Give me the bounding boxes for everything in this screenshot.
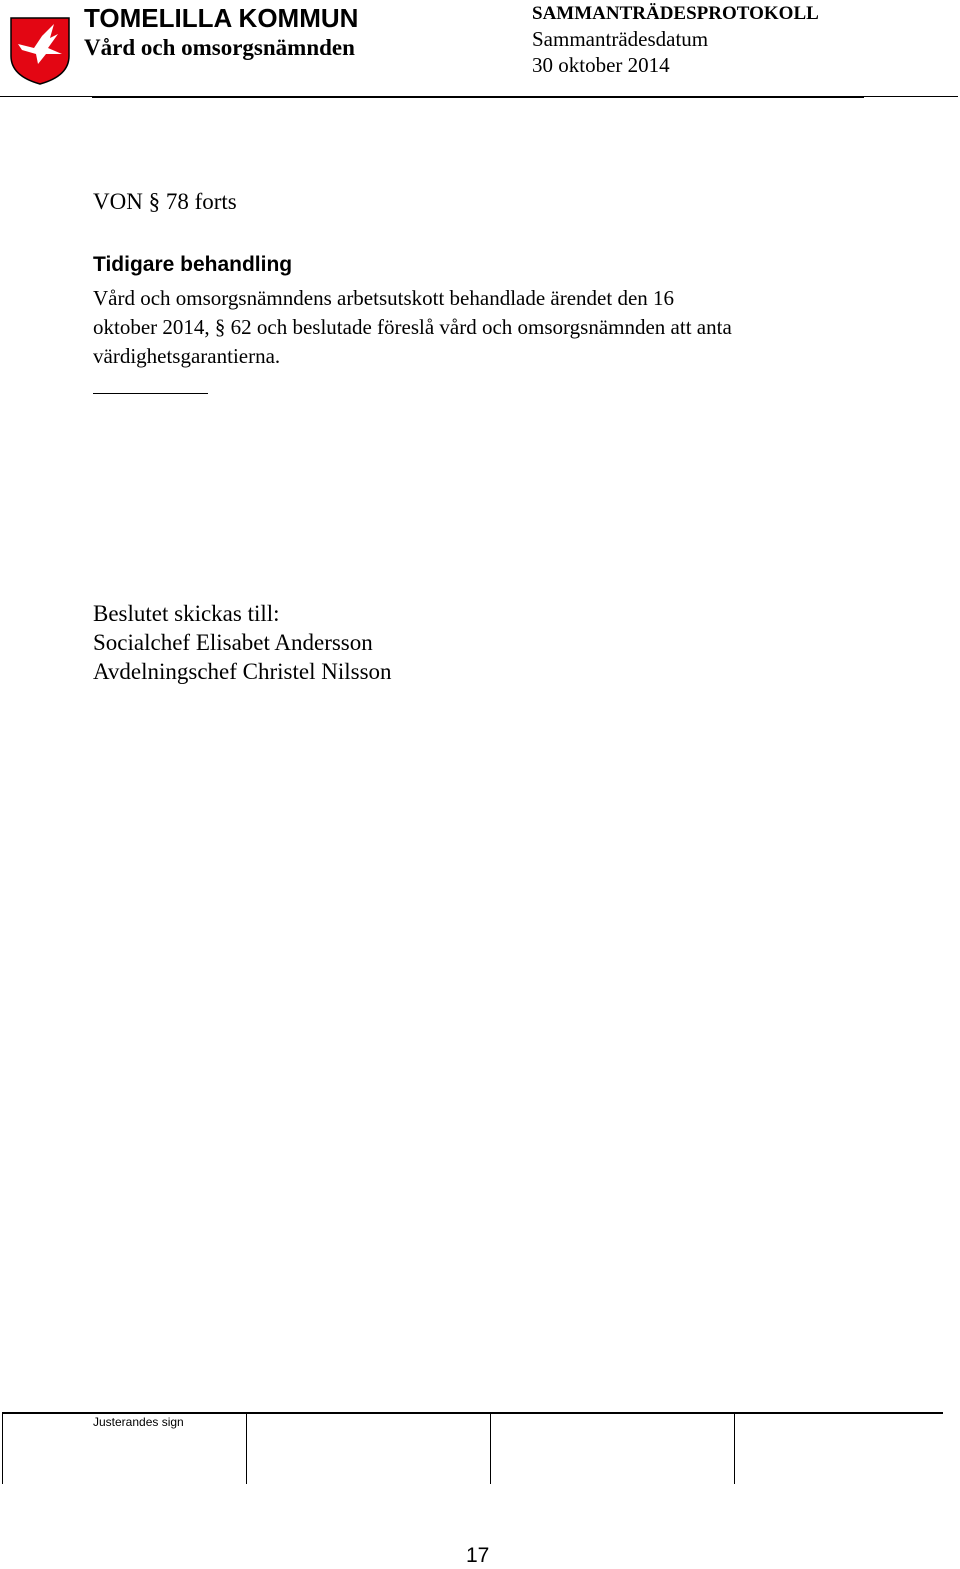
signature-table (2, 1412, 943, 1484)
page-number: 17 (466, 1544, 490, 1567)
signature-label: Justerandes sign (93, 1415, 184, 1429)
header-divider-bold (92, 96, 864, 98)
recipient-item: Socialchef Elisabet Andersson (93, 630, 373, 655)
signature-cell (2, 1414, 246, 1484)
signature-cell (246, 1414, 490, 1484)
paragraph-line: oktober 2014, § 62 och beslutade föreslå vård och omsorgsnämnden att anta (93, 315, 732, 339)
recipients-label: Beslutet skickas till: (93, 601, 280, 626)
signature-cell (734, 1414, 943, 1484)
section-reference: VON § 78 forts (93, 189, 237, 214)
paragraph-line: värdighetsgarantierna. (93, 344, 281, 368)
protocol-date: 30 oktober 2014 (532, 53, 670, 77)
recipients-block (93, 599, 392, 686)
paragraph (93, 284, 893, 371)
paragraph-line: Vård och omsorgsnämndens arbetsutskott behandlade ärendet den 16 (93, 286, 675, 310)
recipient-item: Avdelningschef Christel Nilsson (93, 659, 392, 684)
protocol-date-label: Sammanträdesdatum (532, 27, 709, 51)
coat-of-arms-bird-icon (8, 14, 72, 86)
protocol-title: SAMMANTRÄDESPROTOKOLL (532, 3, 819, 24)
section-heading: Tidigare behandling (93, 253, 293, 276)
coat-of-arms-logo (8, 14, 72, 86)
org-name: TOMELILLA KOMMUN (84, 3, 359, 33)
signature-cell (490, 1414, 734, 1484)
section-end-rule (93, 393, 208, 394)
board-name: Vård och omsorgsnämnden (84, 35, 355, 60)
